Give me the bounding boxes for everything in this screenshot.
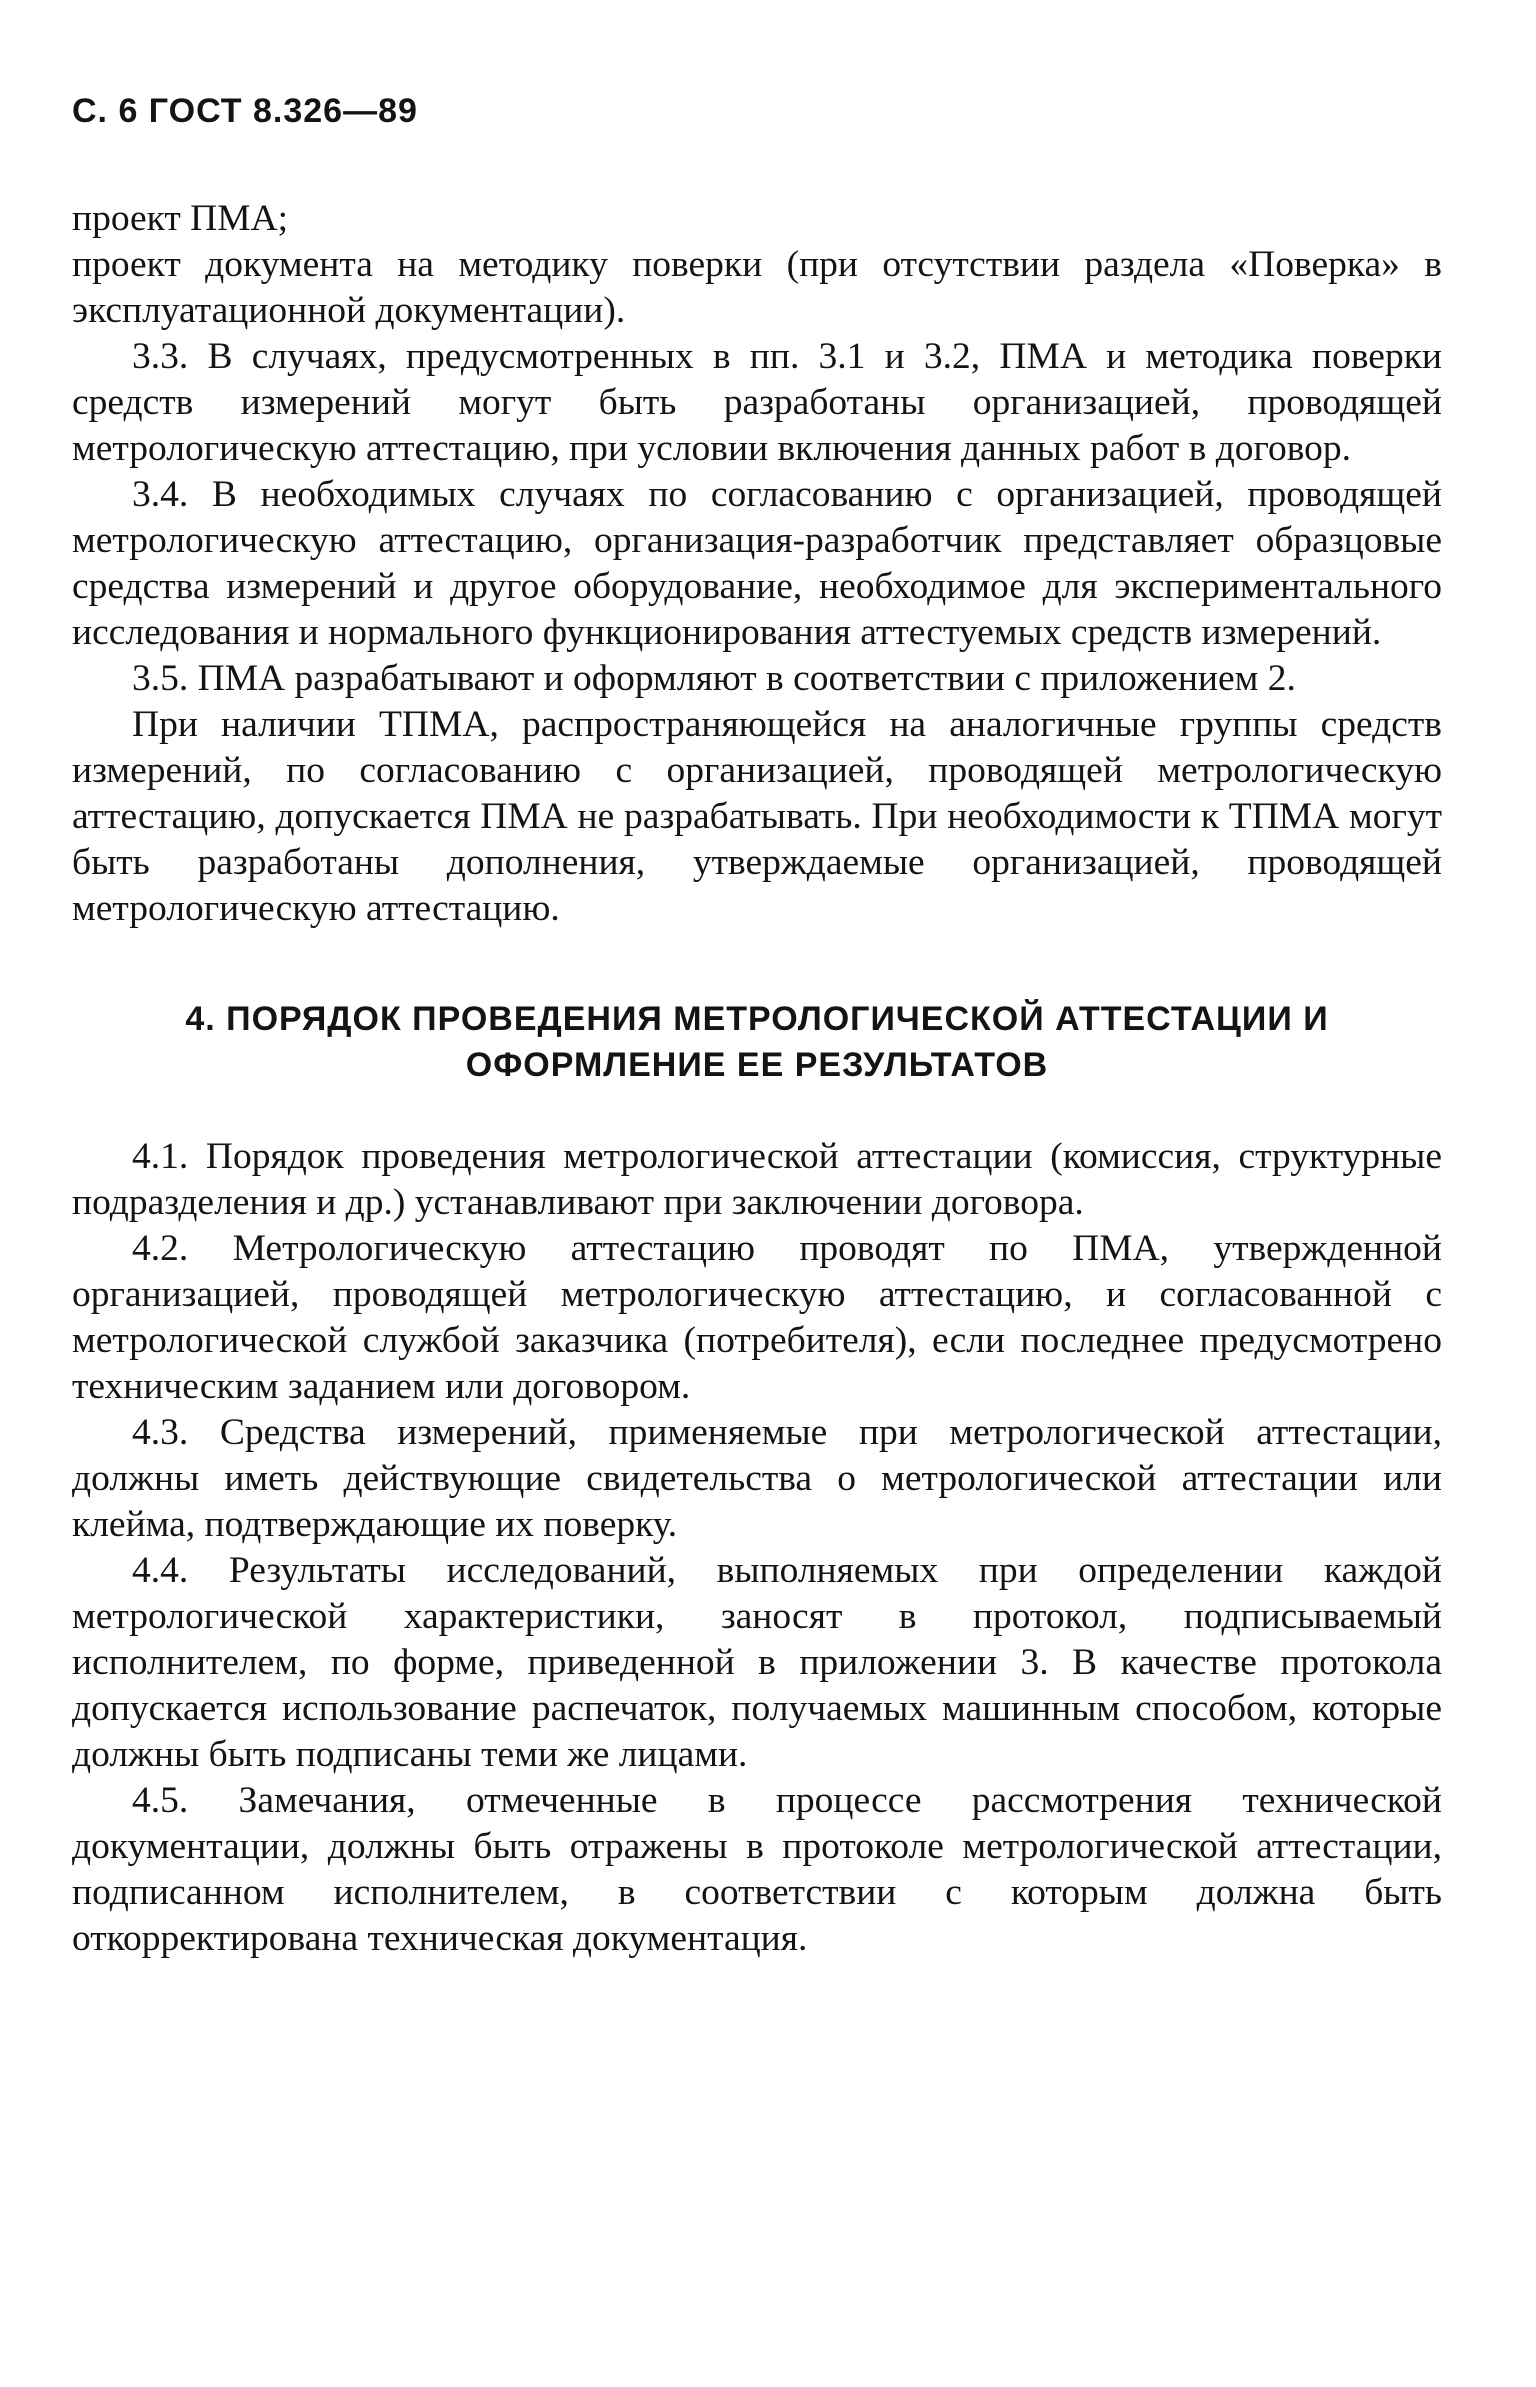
section-heading: 4. ПОРЯДОК ПРОВЕДЕНИЯ МЕТРОЛОГИЧЕСКОЙ АТТЕСТАЦИИ И ОФОРМЛЕНИЕ ЕЕ РЕЗУЛЬТАТОВ: [185, 1000, 1329, 1084]
clause-4-2: 4.2. Метрологическую аттестацию проводят по ПМА, утвержденной организацией, проводящей метрологическую аттестацию, и согласованной с метрологической службой заказчика (потребителя), если последнее предусмотрено техническим заданием или договором.: [72, 1228, 1442, 1407]
clause-3-5: 3.5. ПМА разрабатывают и оформляют в соответствии с приложением 2.: [132, 658, 1296, 699]
list-item: проект документа на методику поверки (при отсутствии раздела «Поверка» в эксплуатационной документации).: [72, 244, 1442, 331]
clause-4-4: 4.4. Результаты исследований, выполняемых при определении каждой метрологической характеристики, заносят в протокол, подписываемый исполнителем, по форме, приведенной в приложении 3. В качестве протокола допускается использование распечаток, получаемых машинным способом, которые должны быть подписаны теми же лицами.: [72, 1550, 1442, 1775]
paragraph: При наличии ТПМА, распространяющейся на аналогичные группы средств измерений, по согласованию с организацией, проводящей метрологическую аттестацию, допускается ПМА не разрабатывать. При необходимости к ТПМА могут быть разработаны дополнения, утверждаемые организацией, проводящей метрологическую аттестацию.: [72, 704, 1442, 929]
clause-4-5: 4.5. Замечания, отмеченные в процессе рассмотрения технической документации, должны быть отражены в протоколе метрологической аттестации, подписанном исполнителем, в соответствии с которым должна быть откорректирована техническая документация.: [72, 1780, 1442, 1959]
clause-3-3: 3.3. В случаях, предусмотренных в пп. 3.1 и 3.2, ПМА и методика поверки средств измерений могут быть разработаны организацией, проводящей метрологическую аттестацию, при условии включения данных работ в договор.: [72, 336, 1442, 469]
clause-3-4: 3.4. В необходимых случаях по согласованию с организацией, проводящей метрологическую аттестацию, организация-разработчик представляет образцовые средства измерений и другое оборудование, необходимое для экспериментального исследования и нормального функционирования аттестуемых средств измерений.: [72, 474, 1442, 653]
clause-4-1: 4.1. Порядок проведения метрологической аттестации (комиссия, структурные подразделения и др.) устанавливают при заключении договора.: [72, 1136, 1442, 1223]
clause-4-3: 4.3. Средства измерений, применяемые при метрологической аттестации, должны иметь действующие свидетельства о метрологической аттестации или клейма, подтверждающие их поверку.: [72, 1412, 1442, 1545]
body-text: [72, 196, 1442, 1962]
list-item: проект ПМА;: [72, 198, 289, 239]
running-head: С. 6 ГОСТ 8.326—89: [72, 92, 418, 130]
